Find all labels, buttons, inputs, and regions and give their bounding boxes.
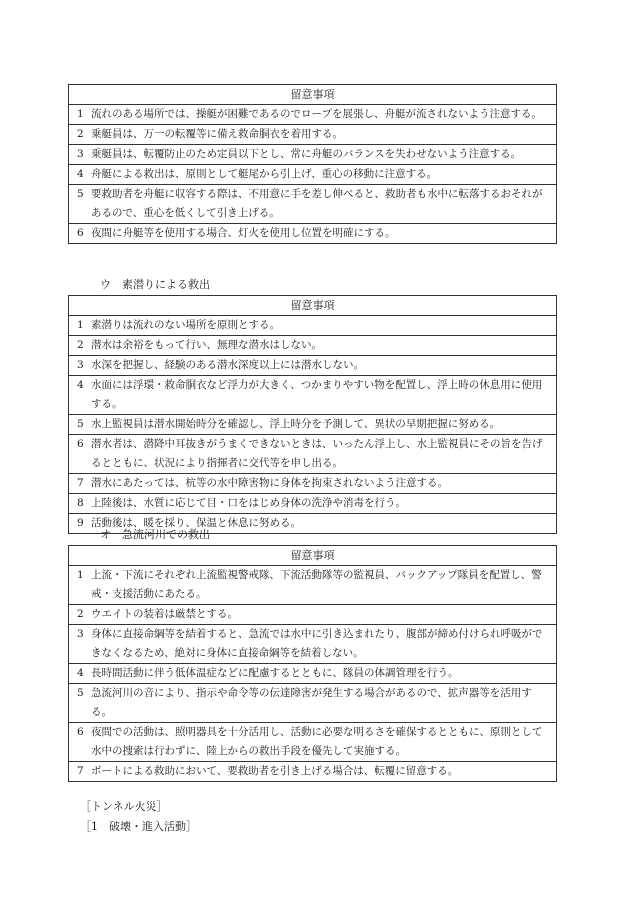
item-number: 5 bbox=[77, 188, 84, 200]
table-row bbox=[69, 762, 556, 781]
item-text: 上流・下流にそれぞれ上流監視警戒隊、下流活動隊等の監視員、バックアップ隊員を配置し、警戒・支援活動にあたる。 bbox=[91, 569, 542, 600]
table-row bbox=[69, 625, 556, 664]
item-number: 2 bbox=[77, 128, 84, 140]
precautions-table-skin-diving bbox=[68, 295, 557, 534]
item-text: 水深を把握し、経験のある潜水深度以上には潜水しない。 bbox=[91, 359, 364, 371]
item-number: 8 bbox=[77, 497, 84, 509]
table-row bbox=[69, 145, 556, 165]
item-number: 6 bbox=[77, 227, 84, 239]
item-text: 乗艇員は、万一の転覆等に備え救命胴衣を着用する。 bbox=[91, 128, 343, 140]
table-row bbox=[69, 664, 556, 684]
table-row bbox=[69, 605, 556, 625]
item-number: 6 bbox=[77, 726, 84, 738]
table-row bbox=[69, 435, 556, 474]
item-text: 夜間での活動は、照明器具を十分活用し、活動に必要な明るさを確保するとともに、原則として水中の捜索は行わずに、陸上からの救出手段を優先して実施する。 bbox=[91, 726, 543, 757]
precautions-table-boat bbox=[68, 84, 557, 244]
table-row bbox=[69, 566, 556, 605]
table-header: 留意事項 bbox=[69, 85, 556, 105]
item-number: 4 bbox=[77, 168, 84, 180]
table-header: 留意事項 bbox=[69, 296, 556, 316]
table-row bbox=[69, 474, 556, 494]
precautions-table-rapid-river bbox=[68, 545, 557, 782]
table-row bbox=[69, 494, 556, 514]
item-text: 水上監視員は潜水開始時分を確認し、浮上時分を予測して、異状の早期把握に努める。 bbox=[91, 418, 501, 430]
item-number: 4 bbox=[77, 379, 84, 391]
table-row bbox=[69, 684, 556, 723]
item-text: 潜水は余裕をもって行い、無理な潜水はしない。 bbox=[91, 339, 322, 351]
table-row bbox=[69, 224, 556, 243]
item-number: 7 bbox=[77, 477, 84, 489]
item-text: 急流河川の音により、指示や命令等の伝達障害が発生する場合があるので、拡声器等を活用する。 bbox=[91, 687, 532, 718]
item-text: 上陸後は、水質に応じて目・口をはじめ身体の洗浄や消毒を行う。 bbox=[91, 497, 406, 509]
item-number: 7 bbox=[77, 765, 84, 777]
item-text: 素潜りは流れのない場所を原則とする。 bbox=[91, 319, 280, 331]
item-text: 要救助者を舟艇に収容する際は、不用意に手を差し伸べると、救助者も水中に転落するおそれがあるので、重心を低くして引き上げる。 bbox=[91, 188, 543, 219]
table-row bbox=[69, 105, 556, 125]
item-text: 身体に直接命綱等を結着すると、急流では水中に引き込まれたり、腹部が締め付けられ呼吸ができなくなるため、絶対に身体に直接命綱等を結着しない。 bbox=[91, 628, 543, 659]
item-number: 3 bbox=[77, 628, 84, 640]
item-number: 5 bbox=[77, 687, 84, 699]
table-row bbox=[69, 376, 556, 415]
item-number: 1 bbox=[77, 569, 84, 581]
table-row bbox=[69, 165, 556, 185]
item-number: 9 bbox=[77, 517, 84, 529]
item-text: 夜間に舟艇等を使用する場合、灯火を使用し位置を明確にする。 bbox=[91, 227, 396, 239]
item-text: 舟艇による救出は、原則として艇尾から引上げ、重心の移動に注意する。 bbox=[91, 168, 438, 180]
item-number: 3 bbox=[77, 148, 84, 160]
item-number: 1 bbox=[77, 108, 84, 120]
table-header: 留意事項 bbox=[69, 546, 556, 566]
item-text: 乗艇員は、転覆防止のため定員以下とし、常に舟艇のバランスを失わせないよう注意する。 bbox=[91, 148, 522, 160]
table-row bbox=[69, 185, 556, 224]
section-heading-skin-diving: ウ 素潜りによる救出 bbox=[100, 278, 210, 291]
item-text: ウエイトの装着は厳禁とする。 bbox=[91, 608, 238, 620]
item-text: 潜水者は、潜降中耳抜きがうまくできないときは、いったん浮上し、水上監視員にその旨を告げるとともに、状況により指揮者に交代等を申し出る。 bbox=[91, 438, 543, 469]
table-row bbox=[69, 316, 556, 336]
item-number: 4 bbox=[77, 667, 84, 679]
item-number: 6 bbox=[77, 438, 84, 450]
item-number: 2 bbox=[77, 608, 84, 620]
heading-destruction-entry: ［1 破壊・進入活動］ bbox=[80, 820, 197, 833]
item-text: 潜水にあたっては、杭等の水中障害物に身体を拘束されないよう注意する。 bbox=[91, 477, 448, 489]
item-number: 3 bbox=[77, 359, 84, 371]
item-text: 長時間活動に伴う低体温症などに配慮するとともに、隊員の体調管理を行う。 bbox=[91, 667, 459, 679]
table-row bbox=[69, 336, 556, 356]
item-text: ボートによる救助において、要救助者を引き上げる場合は、転覆に留意する。 bbox=[91, 765, 459, 777]
item-text: 流れのある場所では、操艇が困難であるのでロープを展張し、舟艇が流されないよう注意する。 bbox=[91, 108, 542, 120]
item-number: 5 bbox=[77, 418, 84, 430]
section-heading-rapid-river: オ 急流河川での救出 bbox=[100, 528, 210, 541]
table-row bbox=[69, 125, 556, 145]
item-text: 活動後は、暖を採り、保温と休息に努める。 bbox=[91, 517, 301, 529]
table-row bbox=[69, 356, 556, 376]
item-number: 2 bbox=[77, 339, 84, 351]
heading-tunnel-fire: ［トンネル火災］ bbox=[80, 800, 168, 813]
table-row bbox=[69, 723, 556, 762]
item-text: 水面には浮環・救命胴衣など浮力が大きく、つかまりやすい物を配置し、浮上時の休息用に使用する。 bbox=[91, 379, 543, 410]
table-row bbox=[69, 415, 556, 435]
item-number: 1 bbox=[77, 319, 84, 331]
